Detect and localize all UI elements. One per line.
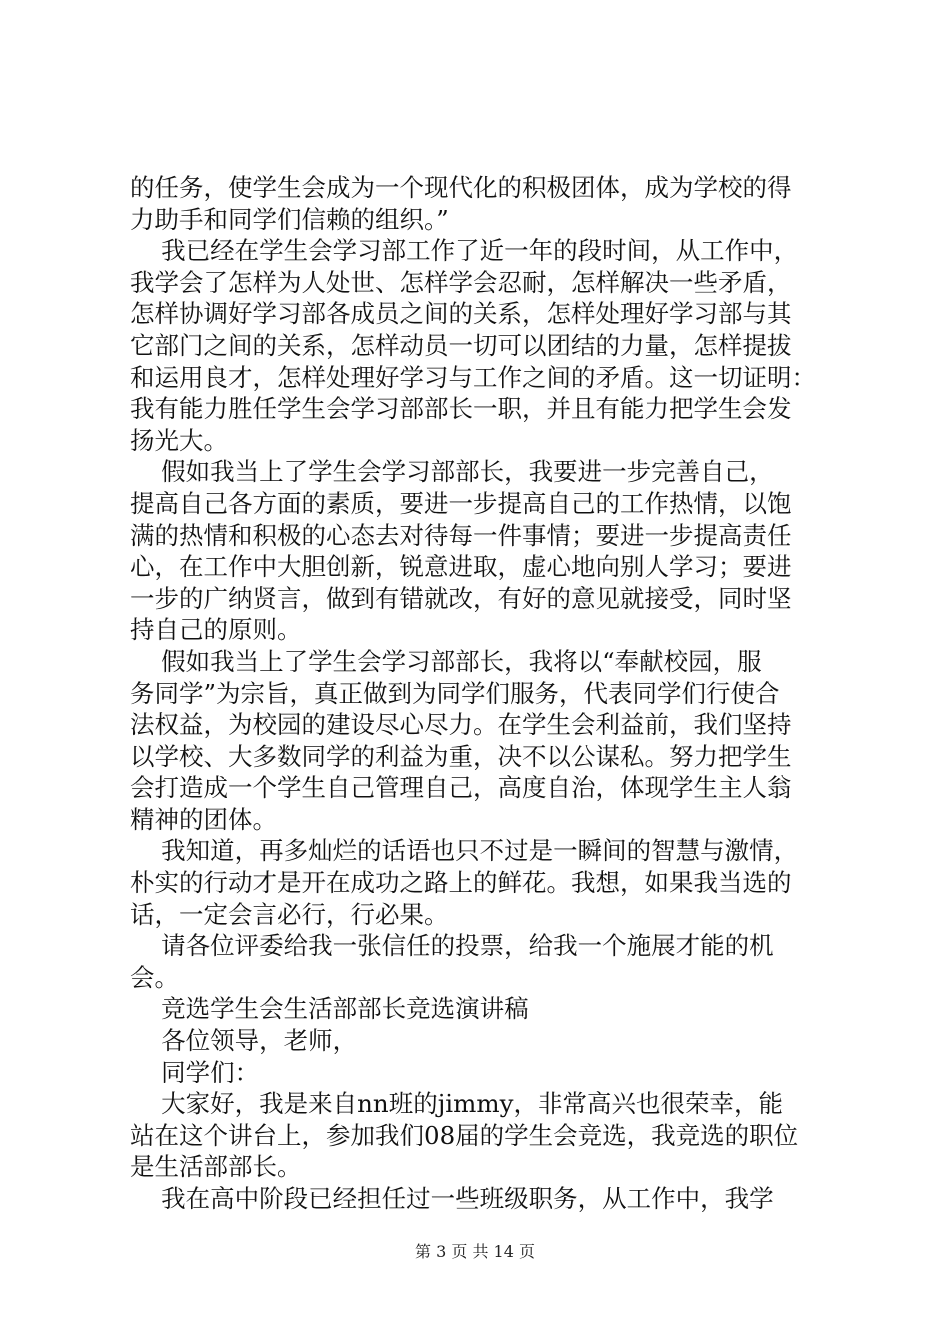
text-line: 我知道，再多灿烂的话语也只不过是一瞬间的智慧与激情，	[130, 836, 799, 866]
text-line: 各位领导，老师，	[130, 1026, 358, 1056]
text-line: 是生活部部长。	[130, 1152, 302, 1182]
text-line: 大家好，我是来自nn班的jimmy，非常高兴也很荣幸，能	[130, 1089, 783, 1119]
text-line: 扬光大。	[130, 425, 228, 455]
text-line: 朴实的行动才是开在成功之路上的鲜花。我想，如果我当选的	[130, 868, 792, 898]
text-line: 假如我当上了学生会学习部部长，我要进一步完善自己，	[130, 457, 774, 487]
text-line: 一步的广纳贤言，做到有错就改，有好的意见就接受，同时坚	[130, 583, 792, 613]
text-line: 我有能力胜任学生会学习部部长一职，并且有能力把学生会发	[130, 394, 792, 424]
text-line: 精神的团体。	[130, 804, 277, 834]
text-line: 我已经在学生会学习部工作了近一年的段时间，从工作中，	[130, 236, 799, 266]
text-line: 假如我当上了学生会学习部部长，我将以“奉献校园，服	[130, 646, 762, 676]
text-line: 话，一定会言必行，行必果。	[130, 899, 449, 929]
text-line: 持自己的原则。	[130, 615, 302, 645]
page-number-footer: 第 3 页 共 14 页	[415, 1242, 535, 1261]
text-line: 怎样协调好学习部各成员之间的关系，怎样处理好学习部与其	[130, 299, 792, 329]
text-line: 和运用良才，怎样处理好学习与工作之间的矛盾。这一切证明：	[130, 362, 816, 392]
text-line: 请各位评委给我一张信任的投票，给我一个施展才能的机	[130, 931, 774, 961]
document-body	[130, 172, 830, 1215]
text-line: 它部门之间的关系，怎样动员一切可以团结的力量，怎样提拔	[130, 330, 792, 360]
text-line: 务同学”为宗旨，真正做到为同学们服务，代表同学们行使合	[130, 678, 780, 708]
text-line: 以学校、大多数同学的利益为重，决不以公谋私。努力把学生	[130, 741, 792, 771]
text-line: 站在这个讲台上，参加我们08届的学生会竞选，我竞选的职位	[130, 1120, 799, 1150]
text-line: 心，在工作中大胆创新，锐意进取，虚心地向别人学习；要进	[130, 552, 792, 582]
section-heading: 竞选学生会生活部部长竞选演讲稿	[130, 994, 529, 1024]
text-line: 满的热情和积极的心态去对待每一件事情；要进一步提高责任	[130, 520, 792, 550]
text-line: 的任务，使学生会成为一个现代化的积极团体，成为学校的得	[130, 173, 792, 202]
text-line: 我在高中阶段已经担任过一些班级职务，从工作中，我学	[130, 1184, 774, 1213]
text-line: 提高自己各方面的素质，要进一步提高自己的工作热情，以饱	[130, 488, 792, 518]
text-line: 我学会了怎样为人处世、怎样学会忍耐，怎样解决一些矛盾，	[130, 267, 792, 297]
text-line: 会打造成一个学生自己管理自己，高度自治，体现学生主人翁	[130, 773, 792, 803]
text-line: 力助手和同学们信赖的组织。”	[130, 204, 449, 234]
text-line: 法权益，为校园的建设尽心尽力。在学生会利益前，我们坚持	[130, 710, 792, 740]
text-line: 会。	[130, 962, 179, 992]
text-line: 同学们：	[130, 1057, 260, 1087]
